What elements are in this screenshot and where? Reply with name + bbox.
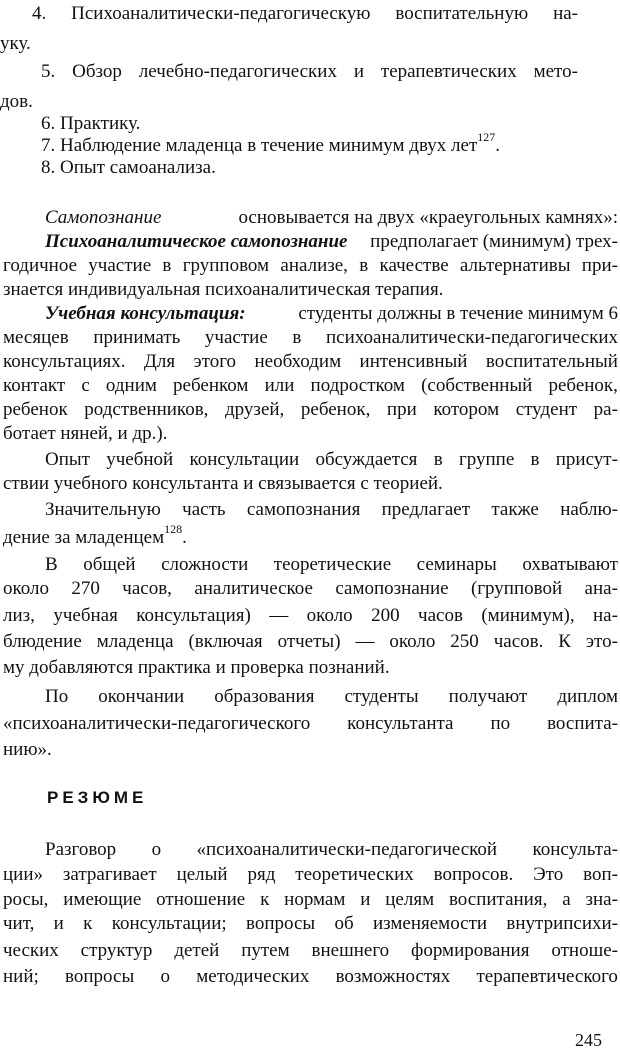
- word: окончании: [98, 686, 185, 707]
- word: или: [264, 375, 295, 396]
- list-item-7: 7. Наблюдение младенца в течение минимум двух лет$^{127}$.: [41, 130, 501, 156]
- word: росы,: [3, 889, 49, 910]
- word: «психоаналитически-педагогического: [3, 713, 311, 734]
- word: необходим: [254, 351, 342, 372]
- word: вопросы: [245, 913, 316, 934]
- word: консультация): [136, 605, 251, 626]
- list-item-8: 8. Опыт самоанализа.: [41, 157, 216, 178]
- word: ребенок,: [300, 399, 371, 420]
- word: обсуждается: [315, 449, 418, 470]
- word: мето-: [533, 61, 578, 82]
- word: о: [151, 839, 162, 860]
- word: одним: [105, 375, 157, 396]
- word: при-: [581, 255, 618, 276]
- word: Для: [143, 351, 176, 372]
- word: интенсивный: [359, 351, 468, 372]
- word: ческих: [3, 940, 59, 961]
- word: Психоаналитически-педагогическую: [71, 3, 371, 24]
- word: вопросов.: [433, 864, 514, 885]
- diploma-line-2: [3, 712, 618, 736]
- summary-line-3: [3, 888, 618, 912]
- word: методических: [196, 966, 310, 987]
- word: к: [260, 889, 270, 910]
- word: и: [353, 61, 365, 82]
- word: К: [558, 631, 571, 652]
- diploma-line-1: [45, 685, 618, 709]
- word: терапевтических: [380, 61, 517, 82]
- consult-line-3: [3, 350, 618, 374]
- word: нормам: [284, 889, 346, 910]
- observation-line-1: [45, 498, 618, 522]
- word: около: [306, 605, 353, 626]
- word: группе: [458, 449, 515, 470]
- word: консультациях.: [3, 351, 126, 372]
- word: Значительную: [45, 499, 161, 520]
- psa-line-2: [3, 254, 618, 278]
- word: учебная: [53, 605, 118, 626]
- word: теоретических: [295, 864, 414, 885]
- word: блюдение: [3, 631, 82, 652]
- word: часов.: [493, 631, 544, 652]
- word: —: [355, 631, 375, 652]
- word: структур: [80, 940, 153, 961]
- word: отноше-: [551, 940, 618, 961]
- word: получают: [448, 686, 528, 707]
- word: принимать: [93, 327, 181, 348]
- consult-line-5: [3, 398, 618, 422]
- word: качестве: [379, 255, 449, 276]
- word: воспита-: [547, 713, 618, 734]
- word: детей: [174, 940, 220, 961]
- word: также: [491, 499, 539, 520]
- word: с: [81, 375, 90, 396]
- word: 4.: [32, 3, 47, 24]
- consult-line-4: [3, 374, 618, 398]
- word: в: [433, 449, 443, 470]
- word: около: [3, 578, 49, 599]
- word: внутрипсихи-: [506, 913, 618, 934]
- observation-line-2: дение за младенцем$^{128}$.: [3, 522, 187, 548]
- word: целый: [176, 864, 228, 885]
- word: формирования: [411, 940, 530, 961]
- word: охватывают: [522, 554, 618, 575]
- hours-line-2: [3, 577, 618, 601]
- consult-line-1: Учебная консультация: студенты должны в течение минимум 6: [45, 303, 618, 324]
- word: предлагает: [381, 499, 471, 520]
- word: присут-: [555, 449, 618, 470]
- word: психоаналитически-педагогических: [325, 327, 618, 348]
- hours-line-4: [3, 630, 618, 654]
- word: ребенком: [173, 375, 249, 396]
- word: изменяемости: [372, 913, 488, 934]
- word: общей: [83, 554, 136, 575]
- word: семинары: [416, 554, 497, 575]
- word: (собственный: [421, 375, 533, 396]
- word: подростком: [310, 375, 405, 396]
- word: в: [162, 255, 172, 276]
- word: часов,: [122, 578, 172, 599]
- word: возможностях: [335, 966, 451, 987]
- summary-line-2: [3, 863, 618, 887]
- word: Обзор: [72, 61, 122, 82]
- page-number: 245: [575, 1030, 602, 1050]
- term-psa-self-knowledge: Психоаналитическое самопознание: [45, 231, 348, 252]
- word: (минимум),: [481, 605, 575, 626]
- word: Это: [533, 864, 564, 885]
- section-heading-summary: РЕЗЮМЕ: [47, 788, 148, 807]
- word: ребенок: [3, 399, 68, 420]
- word: годичное: [3, 255, 77, 276]
- word: месяцев: [3, 327, 69, 348]
- word: в: [292, 327, 302, 348]
- word: родственников,: [84, 399, 209, 420]
- word: чит,: [3, 913, 35, 934]
- word: ана-: [584, 578, 618, 599]
- word: около: [389, 631, 436, 652]
- word: лиз,: [3, 605, 35, 626]
- word: об: [334, 913, 354, 934]
- word: консультации: [189, 449, 300, 470]
- word: По: [45, 686, 69, 707]
- word: ции»: [3, 864, 44, 885]
- word: контакт: [3, 375, 66, 396]
- word: «психоаналитически-педагогической: [196, 839, 498, 860]
- footnote-ref-128: 128: [164, 522, 183, 536]
- word: воспитания,: [448, 889, 548, 910]
- list-item-6: 6. Практику.: [41, 113, 141, 134]
- consult-line-2: [3, 326, 618, 350]
- word: учебной: [106, 449, 174, 470]
- word: младенца: [96, 631, 174, 652]
- diploma-line-3: нию».: [3, 739, 52, 760]
- word: затрагивает: [62, 864, 157, 885]
- list-item-4-line-2: уку.: [0, 33, 31, 54]
- word: этого: [193, 351, 237, 372]
- word: в: [359, 255, 369, 276]
- list-item-5-line-1: [41, 60, 578, 84]
- word: Разговор: [45, 839, 117, 860]
- experience-line-1: [45, 448, 618, 472]
- word: консульта-: [532, 839, 618, 860]
- word: в: [530, 449, 540, 470]
- summary-line-1: [45, 838, 618, 862]
- word: часть: [182, 499, 226, 520]
- term-self-knowledge: Самопознание: [45, 207, 162, 228]
- word: о: [160, 966, 170, 987]
- word: студенты: [344, 686, 419, 707]
- word: студент: [515, 399, 578, 420]
- word: воспитательную: [395, 3, 529, 24]
- self-knowledge-intro: Самопознание основывается на двух «краеугольных камнях»:: [45, 207, 618, 228]
- word: альтернативы: [459, 255, 571, 276]
- word: теоретические: [273, 554, 392, 575]
- term-training-consultation: Учебная консультация:: [45, 303, 246, 324]
- word: участие: [204, 327, 268, 348]
- word: 250: [450, 631, 479, 652]
- word: путем: [241, 940, 290, 961]
- hours-line-3: [3, 604, 618, 628]
- word: 270: [71, 578, 100, 599]
- word: на-: [593, 605, 618, 626]
- word: при: [386, 399, 417, 420]
- word: друзей,: [225, 399, 285, 420]
- word: зна-: [585, 889, 618, 910]
- word: групповом: [182, 255, 270, 276]
- word: участие: [88, 255, 152, 276]
- summary-line-5: [3, 939, 618, 963]
- word: аналитическое: [194, 578, 313, 599]
- word: самопознание: [335, 578, 449, 599]
- list-item-4-line-1: [32, 2, 578, 26]
- word: ра-: [593, 399, 618, 420]
- word: а: [562, 889, 571, 910]
- footnote-ref-127: 127: [477, 130, 496, 144]
- word: В: [45, 554, 58, 575]
- word: диплом: [557, 686, 618, 707]
- word: имеющие: [63, 889, 142, 910]
- word: и: [53, 913, 64, 934]
- summary-line-4: [3, 912, 618, 936]
- consult-line-6: ботает няней, и др.).: [3, 423, 168, 444]
- word: отчеты): [277, 631, 341, 652]
- word: внешнего: [311, 940, 390, 961]
- list-item-5-line-2: дов.: [0, 91, 33, 112]
- word: вопросы: [65, 966, 135, 987]
- word: самопознания: [246, 499, 361, 520]
- word: (групповой: [470, 578, 563, 599]
- experience-line-2: ствии учебного консультанта и связывается с теорией.: [3, 473, 443, 494]
- hours-line-5: му добавляются практика и проверка познаний.: [3, 657, 390, 678]
- psa-line-3: знается индивидуальная психоаналитическая терапия.: [3, 279, 444, 300]
- word: 200: [371, 605, 400, 626]
- word: терапевтического: [476, 966, 618, 987]
- word: —: [269, 605, 289, 626]
- word: и: [360, 889, 371, 910]
- word: (включая: [188, 631, 263, 652]
- word: Опыт: [45, 449, 90, 470]
- word: ряд: [247, 864, 276, 885]
- word: отношение: [156, 889, 246, 910]
- word: образования: [214, 686, 315, 707]
- word: консультации;: [111, 913, 227, 934]
- summary-line-6: [3, 965, 618, 989]
- word: по: [490, 713, 511, 734]
- word: 5.: [41, 61, 56, 82]
- word: к: [83, 913, 93, 934]
- word: воп-: [583, 864, 618, 885]
- word: ребенок,: [548, 375, 618, 396]
- word: часов: [418, 605, 463, 626]
- word: лечебно-педагогических: [138, 61, 337, 82]
- word: котором: [433, 399, 500, 420]
- word: это-: [585, 631, 618, 652]
- word: ний;: [3, 966, 39, 987]
- word: анализе,: [280, 255, 348, 276]
- word: сложности: [161, 554, 249, 575]
- word: на-: [553, 3, 578, 24]
- hours-line-1: [45, 553, 618, 577]
- word: наблю-: [560, 499, 618, 520]
- word: консультанта: [347, 713, 454, 734]
- word: воспитательный: [485, 351, 618, 372]
- psa-line-1: Психоаналитическое самопознание предполагает (минимум) трех-: [45, 231, 618, 252]
- word: целям: [385, 889, 435, 910]
